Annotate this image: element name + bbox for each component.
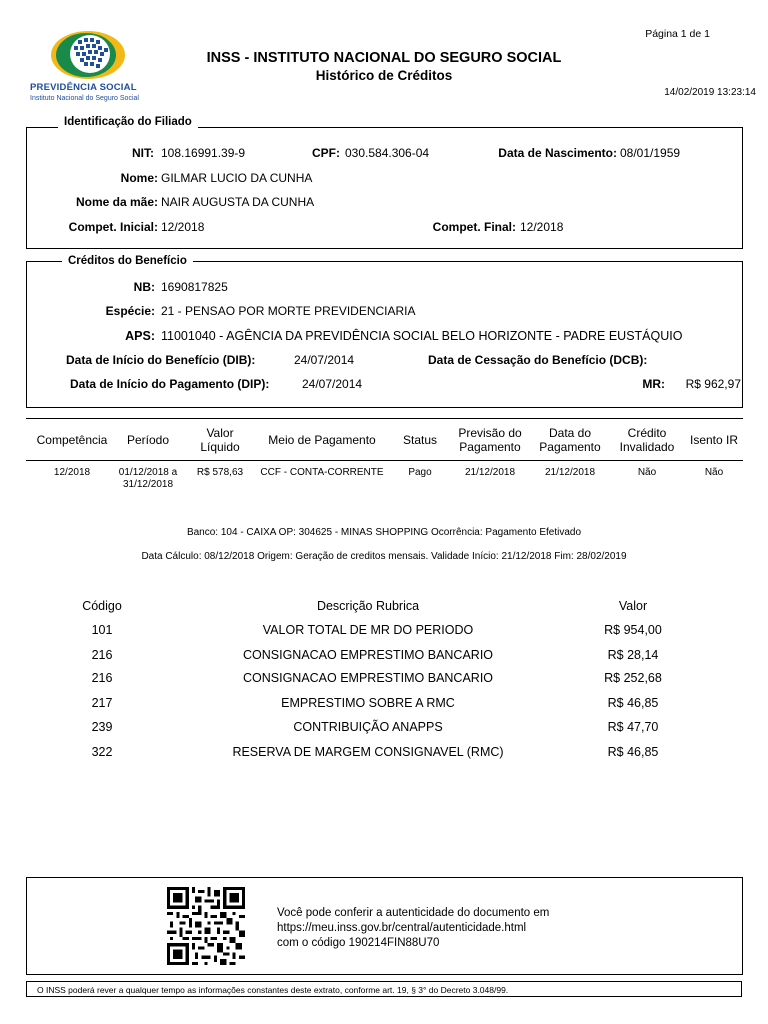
rubrica-codigo: 239 [91,720,113,734]
dib-value: 24/07/2014 [294,353,355,367]
compet-initial-value: 12/2018 [161,220,205,234]
col-credito-invalidado [612,426,682,454]
especie-label: Espécie: [105,304,155,318]
filiado-legend: Identificação do Filiado [58,116,198,128]
cell-competencia: 12/2018 [53,467,91,478]
aps-value: 11001040 - AGÊNCIA DA PREVIDÊNCIA SOCIAL BELO HORIZONTE - PADRE EUSTÁQUIO [161,329,683,343]
calc-info: Data Cálculo: 08/12/2018 Origem: Geração de creditos mensais. Validade Início: 21/12/2018 Fim: 28/02/2019 [141,551,627,562]
rubrica-codigo: 217 [91,696,113,710]
name-label: Nome: [120,171,158,185]
nb-label: NB: [133,280,155,294]
rubrica-descricao: EMPRESTIMO SOBRE A RMC [281,696,455,710]
col-previsao [450,426,530,454]
col-periodo: Período [126,433,170,447]
rubrica-col-valor: Valor [618,599,648,613]
compet-initial-label: Compet. Inicial: [68,220,158,234]
document-subtitle: Histórico de Créditos [315,68,453,83]
rubrica-valor: R$ 252,68 [604,671,662,685]
rubrica-valor: R$ 28,14 [607,648,659,662]
rubrica-descricao: CONSIGNACAO EMPRESTIMO BANCARIO [242,648,494,662]
dcb-label: Data de Cessação do Benefício (DCB): [428,353,648,367]
cell-periodo-line1: 01/12/2018 a [118,467,178,478]
auth-line1: Você pode conferir a autenticidade do documento em [277,907,550,919]
mother-name-label: Nome da mãe: [75,195,158,209]
col-status: Status [402,433,438,447]
nit-value: 108.16991.39-9 [161,146,246,160]
compet-final-label: Compet. Final: [432,220,516,234]
rubrica-descricao: RESERVA DE MARGEM CONSIGNAVEL (RMC) [232,745,504,759]
cell-periodo [112,467,184,491]
cpf-label: CPF: [312,146,340,160]
cell-status: Pago [408,467,432,478]
cell-meio: CCF - CONTA-CORRENTE [260,467,384,478]
rubrica-codigo: 216 [91,671,113,685]
col-valor-liquido [190,426,250,454]
rubrica-descricao: CONSIGNACAO EMPRESTIMO BANCARIO [242,671,494,685]
cell-data: 21/12/2018 [544,467,596,478]
rubrica-col-descricao: Descrição Rubrica [316,599,420,613]
logo-subtitle: Instituto Nacional do Seguro Social [30,95,139,102]
table-top-border [26,418,743,419]
cpf-value: 030.584.306-04 [345,146,430,160]
rubrica-valor: R$ 954,00 [604,623,662,637]
birthdate-value: 08/01/1959 [620,146,681,160]
col-previsao-line1: Previsão do [458,426,522,440]
bank-info: Banco: 104 - CAIXA OP: 304625 - MINAS SHOPPING Ocorrência: Pagamento Efetivado [186,527,582,538]
rubrica-descricao: VALOR TOTAL DE MR DO PERIODO [262,623,474,637]
beneficio-legend: Créditos do Benefício [62,255,193,267]
table-header-border [26,460,743,461]
dip-label: Data de Início do Pagamento (DIP): [70,377,270,391]
auth-code: com o código 190214FIN88U70 [277,937,440,949]
especie-value: 21 - PENSAO POR MORTE PREVIDENCIARIA [161,304,416,318]
dip-value: 24/07/2014 [302,377,363,391]
nb-value: 1690817825 [161,280,228,294]
rubrica-col-codigo: Código [82,599,122,613]
issue-datetime: 14/02/2019 13:23:14 [664,87,756,98]
rubrica-codigo: 101 [91,623,113,637]
nit-label: NIT: [132,146,154,160]
cell-periodo-line2: 31/12/2018 [122,479,174,490]
compet-final-value: 12/2018 [520,220,564,234]
logo-brand: PREVIDÊNCIA SOCIAL [30,82,137,93]
birthdate-label: Data de Nascimento: [498,146,617,160]
cell-previsao: 21/12/2018 [464,467,516,478]
mr-value: R$ 962,97 [685,377,741,391]
col-data-line2: Pagamento [539,440,601,454]
rubrica-valor: R$ 46,85 [607,696,659,710]
rubrica-valor: R$ 47,70 [607,720,659,734]
col-competencia: Competência [36,433,108,447]
page-number: Página 1 de 1 [645,28,710,40]
footer-notice: O INSS poderá rever a qualquer tempo as informações constantes deste extrato, conforme art. 19, § 3° do Decreto 3.048/99. [26,981,742,997]
cell-isento: Não [704,467,724,478]
aps-label: APS: [125,329,155,343]
authenticity-text [277,906,549,951]
cell-valor: R$ 578,63 [196,467,244,478]
col-credito-line2: Invalidado [619,440,675,454]
col-credito-line1: Crédito [627,426,667,440]
rubrica-valor: R$ 46,85 [607,745,659,759]
col-data-pagamento [532,426,608,454]
rubrica-codigo: 216 [91,648,113,662]
col-previsao-line2: Pagamento [459,440,521,454]
dib-label: Data de Início do Benefício (DIB): [66,353,256,367]
rubrica-codigo: 322 [91,745,113,759]
mr-label: MR: [642,377,665,391]
qr-code-icon [166,887,246,965]
cell-credito: Não [637,467,657,478]
col-valor-line2: Líquido [200,440,240,454]
name-value: GILMAR LUCIO DA CUNHA [161,171,313,185]
col-meio-pagamento: Meio de Pagamento [268,433,376,447]
auth-url: https://meu.inss.gov.br/central/autenticidade.html [277,922,527,934]
col-valor-line1: Valor [206,426,234,440]
col-data-line1: Data do [548,426,592,440]
document-title: INSS - INSTITUTO NACIONAL DO SEGURO SOCIAL [206,50,562,66]
mother-name-value: NAIR AUGUSTA DA CUNHA [161,195,315,209]
rubrica-descricao: CONTRIBUIÇÃO ANAPPS [293,720,443,734]
col-isento-ir: Isento IR [689,433,739,447]
